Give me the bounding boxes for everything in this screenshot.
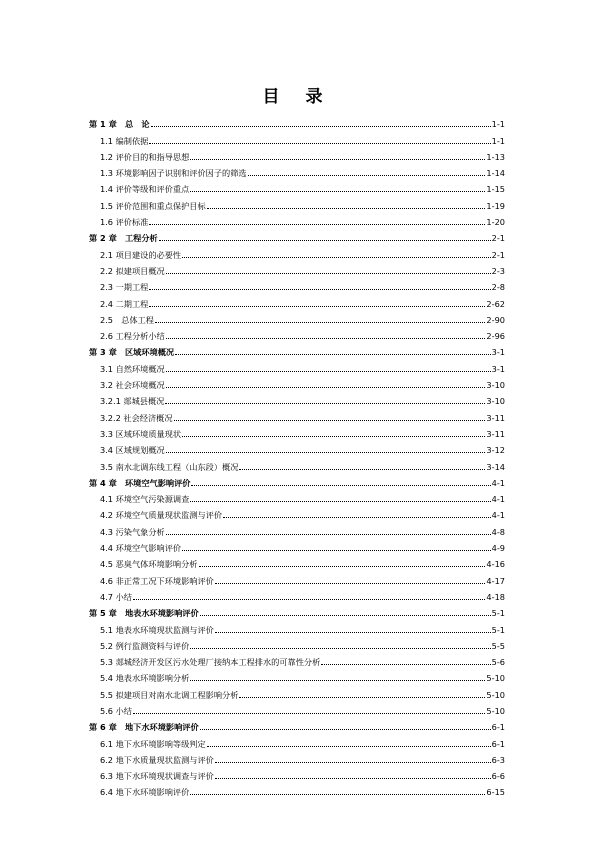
toc-entry-label: 5.1 地表水环境现状监测与评价 [100, 624, 214, 635]
dot-leader [149, 223, 485, 225]
toc-section-entry[interactable] [89, 700, 505, 716]
toc-section-entry[interactable] [89, 390, 505, 406]
toc-entry-page-number: 2-1 [491, 249, 505, 260]
toc-entry-label: 4.2 环境空气质量现状监测与评价 [100, 510, 223, 521]
toc-entry-page-number: 2-3 [491, 265, 505, 276]
toc-section-entry[interactable] [89, 520, 505, 536]
toc-entry-page-number: 4-16 [486, 559, 505, 570]
toc-entry-label: 3.1 自然环境概况 [100, 363, 165, 374]
toc-chapter-entry[interactable] [89, 113, 505, 129]
toc-entry-label: 2.5 总体工程 [100, 314, 154, 325]
toc-section-entry[interactable] [89, 211, 505, 227]
dot-leader [155, 321, 485, 323]
toc-section-entry[interactable] [89, 357, 505, 373]
dot-leader [175, 353, 491, 355]
toc-entry-page-number: 4-1 [491, 510, 505, 521]
toc-entry-page-number: 5-1 [491, 608, 505, 619]
toc-section-entry[interactable] [89, 129, 505, 145]
toc-entry-page-number: 5-10 [486, 689, 505, 700]
toc-entry-page-number: 4-18 [486, 591, 505, 602]
toc-entry-page-number: 6-3 [491, 754, 505, 765]
toc-entry-page-number: 2-90 [486, 314, 505, 325]
toc-section-entry[interactable] [89, 651, 505, 667]
toc-section-entry[interactable] [89, 667, 505, 683]
dot-leader [174, 419, 486, 421]
toc-entry-page-number: 3-1 [491, 363, 505, 374]
toc-entry-label: 5.4 地表水环境影响分析 [100, 673, 190, 684]
dot-leader [166, 272, 491, 274]
dot-leader [200, 728, 491, 730]
toc-chapter-entry[interactable] [89, 341, 505, 357]
dot-leader [207, 207, 486, 209]
toc-entry-page-number: 1-14 [486, 168, 505, 179]
toc-entry-label: 6.4 地下水环境影响评价 [100, 787, 190, 798]
toc-chapter-entry[interactable] [89, 602, 505, 618]
toc-entry-page-number: 4-1 [491, 477, 505, 488]
toc-entry-label: 4.4 环境空气影响评价 [100, 543, 182, 554]
toc-entry-page-number: 1-1 [491, 135, 505, 146]
dot-leader [200, 614, 491, 616]
toc-entry-page-number: 3-11 [486, 412, 505, 423]
toc-entry-page-number: 4-17 [486, 575, 505, 586]
toc-section-entry[interactable] [89, 146, 505, 162]
toc-entry-label: 2.4 二期工程 [100, 298, 149, 309]
toc-section-entry[interactable] [89, 374, 505, 390]
toc-section-entry[interactable] [89, 732, 505, 748]
toc-section-entry[interactable] [89, 162, 505, 178]
toc-section-entry[interactable] [89, 635, 505, 651]
toc-entry-label: 1.1 编制依据 [100, 135, 149, 146]
toc-section-entry[interactable] [89, 553, 505, 569]
dot-leader [165, 402, 485, 404]
toc-section-entry[interactable] [89, 504, 505, 520]
toc-section-entry[interactable] [89, 423, 505, 439]
toc-entry-page-number: 1-1 [491, 119, 505, 130]
toc-entry-page-number: 2-96 [486, 331, 505, 342]
dot-leader [133, 598, 485, 600]
toc-entry-page-number: 6-6 [491, 771, 505, 782]
toc-entry-label: 第 4 章 环境空气影响评价 [89, 477, 191, 488]
toc-entry-label: 第 1 章 总 论 [89, 119, 150, 130]
dot-leader [191, 484, 490, 486]
toc-section-entry[interactable] [89, 309, 505, 325]
toc-entry-label: 3.2.2 社会经济概况 [100, 412, 173, 423]
toc-entry-label: 6.2 地下水质量现状监测与评价 [100, 754, 214, 765]
toc-entry-label: 2.1 项目建设的必要性 [100, 249, 182, 260]
toc-section-entry[interactable] [89, 488, 505, 504]
toc-chapter-entry[interactable] [89, 716, 505, 732]
toc-entry-page-number: 1-20 [486, 217, 505, 228]
toc-section-entry[interactable] [89, 455, 505, 471]
toc-entry-label: 3.2.1 郯城县概况 [100, 396, 165, 407]
toc-entry-label: 6.3 地下水环境现状调查与评价 [100, 771, 214, 782]
dot-leader [166, 451, 486, 453]
toc-entry-page-number: 5-6 [491, 657, 505, 668]
toc-section-entry[interactable] [89, 194, 505, 210]
toc-entry-label: 第 6 章 地下水环境影响评价 [89, 722, 199, 733]
toc-entry-label: 6.1 地下水环境影响等级判定 [100, 738, 206, 749]
toc-section-entry[interactable] [89, 439, 505, 455]
toc-chapter-entry[interactable] [89, 227, 505, 243]
dot-leader [190, 679, 485, 681]
toc-entry-page-number: 3-10 [486, 380, 505, 391]
toc-entry-page-number: 5-10 [486, 673, 505, 684]
toc-entry-label: 1.6 评价标准 [100, 217, 149, 228]
dot-leader [182, 435, 485, 437]
toc-entry-label: 1.2 评价目的和指导思想 [100, 151, 190, 162]
toc-entry-page-number: 2-62 [486, 298, 505, 309]
toc-entry-label: 4.6 非正常工况下环境影响评价 [100, 575, 214, 586]
toc-entry-label: 4.3 污染气象分析 [100, 526, 165, 537]
dot-leader [133, 712, 485, 714]
toc-entry-label: 5.6 小结 [100, 705, 132, 716]
dot-leader [166, 337, 486, 339]
toc-section-entry[interactable] [89, 292, 505, 308]
dot-leader [159, 239, 491, 241]
toc-entry-page-number: 1-13 [486, 151, 505, 162]
dot-leader [190, 500, 490, 502]
dot-leader [182, 256, 491, 258]
toc-entry-label: 5.3 郯城经济开发区污水处理厂接纳本工程排水的可靠性分析 [100, 657, 321, 668]
toc-entry-page-number: 3-14 [486, 461, 505, 472]
toc-entry-label: 1.3 环境影响因子识别和评价因子的筛选 [100, 168, 247, 179]
toc-section-entry[interactable] [89, 618, 505, 634]
toc-entry-page-number: 5-10 [486, 705, 505, 716]
toc-entry-page-number: 4-1 [491, 494, 505, 505]
toc-entry-label: 2.6 工程分析小结 [100, 331, 165, 342]
toc-entry-label: 5.2 例行监测资料与评价 [100, 640, 190, 651]
table-of-contents [89, 113, 505, 797]
dot-leader [166, 370, 491, 372]
toc-entry-page-number: 1-19 [486, 200, 505, 211]
dot-leader [223, 516, 491, 518]
toc-entry-page-number: 2-1 [491, 233, 505, 244]
dot-leader [248, 174, 486, 176]
dot-leader [199, 565, 486, 567]
toc-entry-page-number: 4-9 [491, 543, 505, 554]
toc-entry-page-number: 3-10 [486, 396, 505, 407]
dot-leader [190, 647, 490, 649]
dot-leader [239, 696, 485, 698]
toc-entry-page-number: 6-15 [486, 787, 505, 798]
dot-leader [149, 288, 490, 290]
toc-entry-page-number: 2-8 [491, 282, 505, 293]
toc-entry-label: 4.7 小结 [100, 591, 132, 602]
toc-title: 目 录 [262, 87, 333, 107]
toc-entry-label: 第 3 章 区域环境概况 [89, 347, 175, 358]
toc-section-entry[interactable] [89, 781, 505, 797]
toc-section-entry[interactable] [89, 178, 505, 194]
toc-entry-label: 4.5 恶臭气体环境影响分析 [100, 559, 198, 570]
toc-entry-label: 第 5 章 地表水环境影响评价 [89, 608, 199, 619]
toc-entry-page-number: 5-1 [491, 624, 505, 635]
toc-entry-label: 3.4 区域规划概况 [100, 445, 165, 456]
toc-entry-label: 1.5 评价范围和重点保护目标 [100, 200, 206, 211]
toc-section-entry[interactable] [89, 749, 505, 765]
toc-section-entry[interactable] [89, 537, 505, 553]
toc-entry-page-number: 6-1 [491, 722, 505, 733]
toc-entry-page-number: 4-8 [491, 526, 505, 537]
dot-leader [207, 745, 491, 747]
toc-entry-label: 2.3 一期工程 [100, 282, 149, 293]
toc-entry-label: 第 2 章 工程分析 [89, 233, 158, 244]
toc-section-entry[interactable] [89, 765, 505, 781]
dot-leader [215, 761, 491, 763]
toc-section-entry[interactable] [89, 276, 505, 292]
toc-entry-label: 4.1 环境空气污染源调查 [100, 494, 190, 505]
toc-entry-label: 5.5 拟建项目对南水北调工程影响分析 [100, 689, 239, 700]
toc-entry-label: 3.5 南水北调东线工程（山东段）概况 [100, 461, 239, 472]
toc-section-entry[interactable] [89, 325, 505, 341]
dot-leader [166, 386, 486, 388]
toc-section-entry[interactable] [89, 586, 505, 602]
dot-leader [182, 549, 491, 551]
dot-leader [190, 793, 485, 795]
toc-entry-page-number: 3-1 [491, 347, 505, 358]
toc-entry-page-number: 3-12 [486, 445, 505, 456]
toc-entry-page-number: 5-5 [491, 640, 505, 651]
toc-entry-label: 2.2 拟建项目概况 [100, 265, 165, 276]
dot-leader [215, 582, 486, 584]
dot-leader [190, 190, 485, 192]
dot-leader [149, 305, 485, 307]
toc-entry-label: 1.4 评价等级和评价重点 [100, 184, 190, 195]
dot-leader [166, 533, 491, 535]
toc-entry-label: 3.2 社会环境概况 [100, 380, 165, 391]
toc-section-entry[interactable] [89, 260, 505, 276]
toc-entry-page-number: 3-11 [486, 428, 505, 439]
toc-section-entry[interactable] [89, 406, 505, 422]
dot-leader [149, 142, 490, 144]
toc-chapter-entry[interactable] [89, 472, 505, 488]
toc-section-entry[interactable] [89, 569, 505, 585]
dot-leader [215, 631, 491, 633]
dot-leader [321, 663, 490, 665]
dot-leader [215, 777, 491, 779]
dot-leader [151, 125, 491, 127]
toc-entry-page-number: 1-15 [486, 184, 505, 195]
dot-leader [239, 468, 485, 470]
toc-entry-page-number: 6-1 [491, 738, 505, 749]
toc-section-entry[interactable] [89, 683, 505, 699]
dot-leader [190, 158, 485, 160]
toc-entry-label: 3.3 区域环境质量现状 [100, 428, 182, 439]
toc-section-entry[interactable] [89, 243, 505, 259]
